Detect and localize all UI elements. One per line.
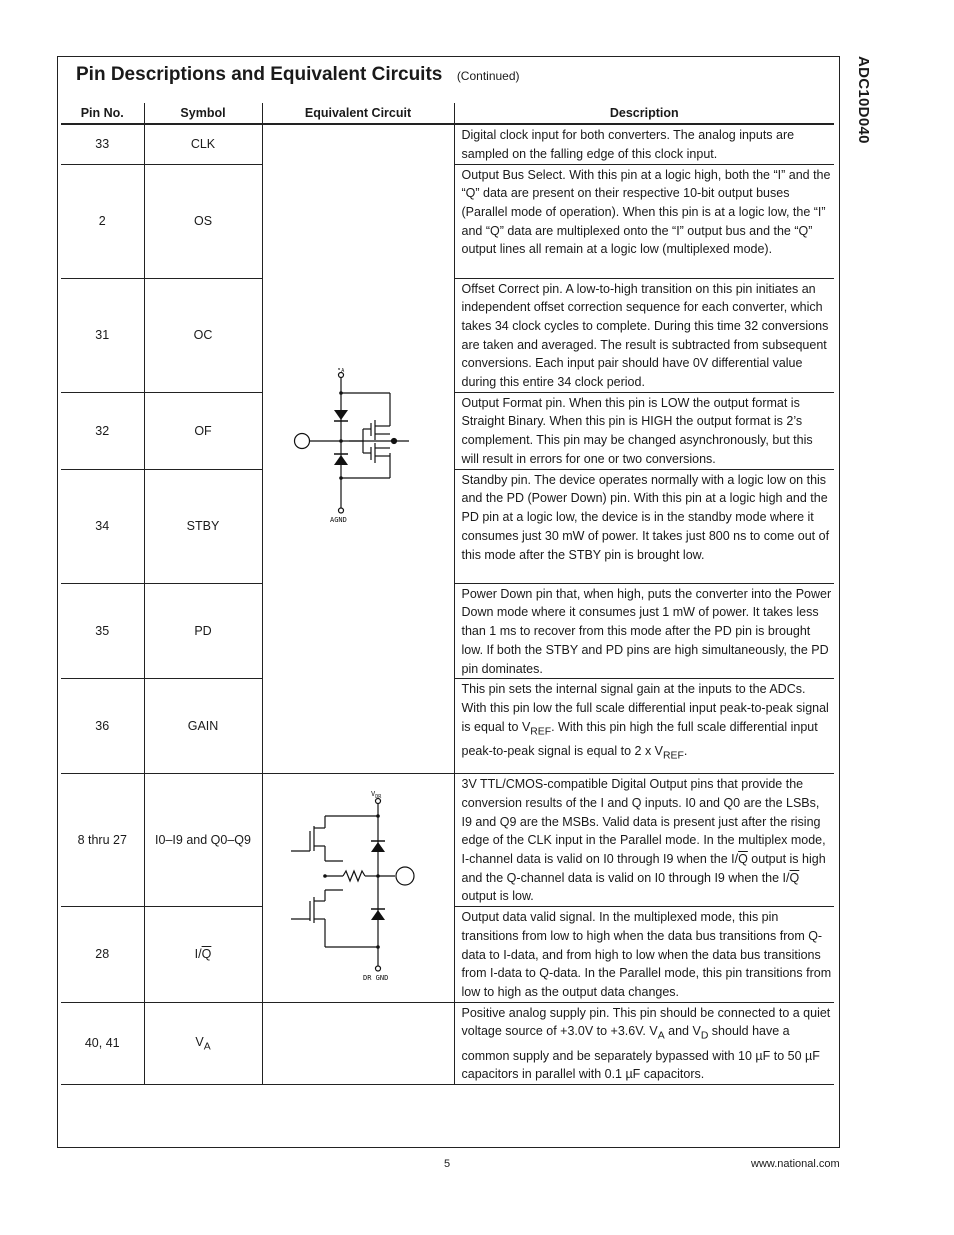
diode-symbol — [371, 910, 385, 920]
pin-number: 28 — [61, 907, 144, 1003]
pin-symbol: OS — [144, 164, 262, 278]
pin-number: 31 — [61, 278, 144, 392]
pin-symbol: OF — [144, 392, 262, 469]
circuit-supply-label: $V_A$ — [337, 367, 345, 374]
output-equivalent-circuit — [283, 791, 433, 981]
table-header-row — [61, 103, 834, 124]
pin-number: 36 — [61, 679, 144, 774]
equivalent-circuit-cell — [262, 1002, 454, 1084]
column-header-circuit: Equivalent Circuit — [262, 103, 454, 124]
circuit-ground-label: DR GND — [363, 974, 389, 982]
pin-number: 35 — [61, 583, 144, 679]
pin-number: 32 — [61, 392, 144, 469]
equivalent-circuit-cell — [262, 124, 454, 774]
pin-number: 33 — [61, 124, 144, 164]
pin-description: Output data valid signal. In the multiplexed mode, this pin transitions from low to high when the data bus transitions from Q-data to I-data, and from high to low when the data bus transitions from I-data to Q-data. In the Parallel mode, this pin transitions from low to high as the output data changes. — [454, 907, 834, 1003]
column-header-pin: Pin No. — [61, 103, 144, 124]
pin-description: Output Format pin. When this pin is LOW the output format is Straight Binary. When this pin is HIGH the output format is 2’s complement. This pin may be changed asynchronously, but this will result in errors for one or two conversions. — [454, 392, 834, 469]
pin-number: 2 — [61, 164, 144, 278]
pin-description: 3V TTL/CMOS-compatible Digital Output pins that provide the conversion results of the I and Q inputs. I0 and Q0 are the LSBs, I9 and Q9 are the MSBs. Valid data is present just after the rising edge of the CLK input in the Parallel mode. In the multiplex mode, I-channel data is valid on I0 through I9 when the $I/\overline{Q}$ output is high and the Q-channel data is valid on I0 through I9 when the $I/\overline{Q}$ output is low. — [454, 774, 834, 907]
pin-description: Output Bus Select. With this pin at a logic high, both the “I” and the “Q” data are present on their respective 10-bit output buses (Parallel mode of operation). When this pin is at a logic low, the “I” and “Q” data are multiplexed onto the “I” output bus and the “Q” output lines all remain at a logic low (multiplexed mode). — [454, 164, 834, 278]
column-header-description: Description — [454, 103, 834, 124]
pin-number: 8 thru 27 — [61, 774, 144, 907]
pin-symbol: $V_A$ — [144, 1002, 262, 1084]
part-number-title: ADC10D040 — [855, 56, 872, 144]
pin-symbol: OC — [144, 278, 262, 392]
pin-description: Positive analog supply pin. This pin should be connected to a quiet voltage source of +3.0V to +3.6V. $V_A$ and $V_D$ should have a common supply and be separately bypassed with 10 µF to 50 µF capacitors in parallel with 0.1 µF capacitors. — [454, 1002, 834, 1084]
table-row — [61, 1002, 834, 1084]
pin-symbol: STBY — [144, 469, 262, 583]
column-header-symbol: Symbol — [144, 103, 262, 124]
pin-symbol: I0–I9 and Q0–Q9 — [144, 774, 262, 907]
resistor-symbol — [343, 871, 365, 881]
pin-description: Power Down pin that, when high, puts the converter into the Power Down mode where it consumes just 1 mW of power. It takes less than 1 ms to recover from this mode after the PD pin is brought low. If both the STBY and PD pins are high simultaneously, the PD pin dominates. — [454, 583, 834, 679]
section-subtitle: (Continued) — [456, 69, 520, 83]
diode-symbol — [334, 410, 348, 420]
pin-description: Standby pin. The device operates normally with a logic low on this and the PD (Power Down) pin. With this pin at a logic high and the PD pin at a logic low, the device is in the standby mode where it consumes just 30 mW of power. It takes just 800 ns to come out of this mode after the STBY pin is brought low. — [454, 469, 834, 583]
pin-symbol: $I/\overline{Q}$ — [144, 907, 262, 1003]
pin-symbol: GAIN — [144, 679, 262, 774]
pin-description: Offset Correct pin. A low-to-high transition on this pin initiates an independent offset correction sequence for each converter, which takes 34 clock cycles to complete. During this time 32 conversions are taken and averaged. The result is subtracted from subsequent conversions. Each input pair should have 0V differential value during this entire 34 clock period. — [454, 278, 834, 392]
table-row — [61, 774, 834, 907]
page-number: 5 — [444, 1158, 451, 1170]
diode-symbol — [334, 455, 348, 465]
circuit-supply-label: $V_{DR}$ — [371, 791, 382, 801]
input-equivalent-circuit — [283, 368, 433, 528]
section-heading — [76, 64, 520, 86]
pin-symbol: CLK — [144, 124, 262, 164]
pin-description: This pin sets the internal signal gain at the inputs to the ADCs. With this pin low the full scale differential input peak-to-peak signal is equal to $V_{REF}$. With this pin high the full scale differential input peak-to-peak signal is equal to 2 x $V_{REF}$. — [454, 679, 834, 774]
footer-url: www.national.com — [751, 1158, 840, 1170]
equivalent-circuit-cell — [262, 774, 454, 1002]
diode-symbol — [371, 842, 385, 852]
section-title: Pin Descriptions and Equivalent Circuits — [76, 64, 443, 85]
pin-description: Digital clock input for both converters. The analog inputs are sampled on the falling edge of this clock input. — [454, 124, 834, 164]
circuit-ground-label: AGND — [330, 515, 347, 524]
pin-symbol: PD — [144, 583, 262, 679]
table-row — [61, 124, 834, 164]
pin-description-table — [61, 103, 834, 1085]
pin-number: 34 — [61, 469, 144, 583]
pin-number: 40, 41 — [61, 1002, 144, 1084]
